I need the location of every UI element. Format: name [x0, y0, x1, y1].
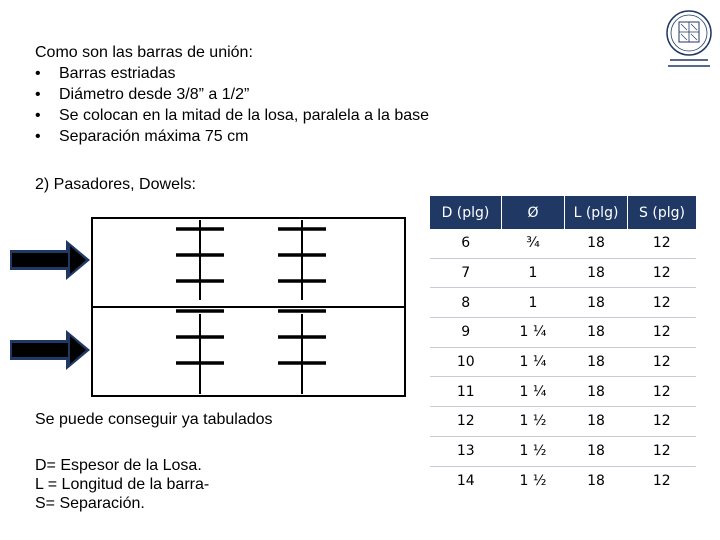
table-cell: 12 — [628, 407, 697, 437]
table-cell: 18 — [565, 288, 628, 318]
table-cell: 12 — [628, 258, 697, 288]
definition-line: S= Separación. — [35, 495, 145, 512]
table-cell: ¾ — [502, 229, 565, 258]
section-title: 2) Pasadores, Dowels: — [35, 176, 196, 193]
table-header-row — [430, 196, 696, 229]
table-cell: 11 — [430, 377, 502, 407]
table-cell: 1 ½ — [502, 466, 565, 495]
table-cell: 12 — [628, 288, 697, 318]
table-cell: 12 — [628, 466, 697, 495]
intro-bullet-list — [35, 63, 429, 147]
table-cell: 1 — [502, 288, 565, 318]
bullet-item: • Se colocan en la mitad de la losa, paralela a la base — [35, 107, 430, 124]
table-cell: 12 — [628, 229, 697, 258]
bullet-item: • Barras estriadas — [35, 65, 176, 82]
table-cell: 12 — [628, 436, 697, 466]
table-cell: 18 — [565, 407, 628, 437]
table-row — [430, 318, 696, 348]
column-header: S (plg) — [628, 196, 697, 229]
table-cell: 1 — [502, 258, 565, 288]
bullet-item: • Diámetro desde 3/8” a 1/2” — [35, 86, 250, 103]
table-cell: 12 — [628, 318, 697, 348]
table-row — [430, 258, 696, 288]
table-row — [430, 229, 696, 258]
table-cell: 18 — [565, 318, 628, 348]
table-cell: 18 — [565, 466, 628, 495]
table-cell: 12 — [628, 347, 697, 377]
table-cell: 12 — [628, 377, 697, 407]
university-seal-icon — [664, 8, 714, 74]
table-cell: 6 — [430, 229, 502, 258]
table-cell: 8 — [430, 288, 502, 318]
column-header: Ø — [502, 196, 565, 229]
definition-line: D= Espesor de la Losa. — [35, 457, 202, 474]
arrow-icon — [10, 330, 90, 370]
table-cell: 10 — [430, 347, 502, 377]
dowel-diagram — [0, 210, 430, 406]
definitions-block — [35, 456, 209, 513]
table-cell: 13 — [430, 436, 502, 466]
dowel-table — [430, 196, 696, 495]
table-row — [430, 466, 696, 495]
table-cell: 18 — [565, 229, 628, 258]
table-cell: 14 — [430, 466, 502, 495]
table-row — [430, 377, 696, 407]
column-header: D (plg) — [430, 196, 502, 229]
definition-line: L = Longitud de la barra- — [35, 476, 210, 493]
table-cell: 12 — [430, 407, 502, 437]
table-cell: 1 ¼ — [502, 377, 565, 407]
table-cell: 18 — [565, 347, 628, 377]
table-cell: 1 ½ — [502, 407, 565, 437]
table-cell: 18 — [565, 377, 628, 407]
table-row — [430, 288, 696, 318]
intro-heading: Como son las barras de unión: — [35, 44, 253, 61]
table-cell: 9 — [430, 318, 502, 348]
table-row — [430, 407, 696, 437]
table-cell: 18 — [565, 436, 628, 466]
intro-block — [35, 42, 429, 147]
table-cell: 1 ¼ — [502, 318, 565, 348]
table-cell: 7 — [430, 258, 502, 288]
arrow-icon — [10, 240, 90, 280]
bullet-item: • Separación máxima 75 cm — [35, 128, 249, 145]
table-row — [430, 436, 696, 466]
table-cell: 1 ¼ — [502, 347, 565, 377]
tabulados-note: Se puede conseguir ya tabulados — [35, 411, 273, 428]
table-cell: 18 — [565, 258, 628, 288]
table-row — [430, 347, 696, 377]
table-cell: 1 ½ — [502, 436, 565, 466]
column-header: L (plg) — [565, 196, 628, 229]
